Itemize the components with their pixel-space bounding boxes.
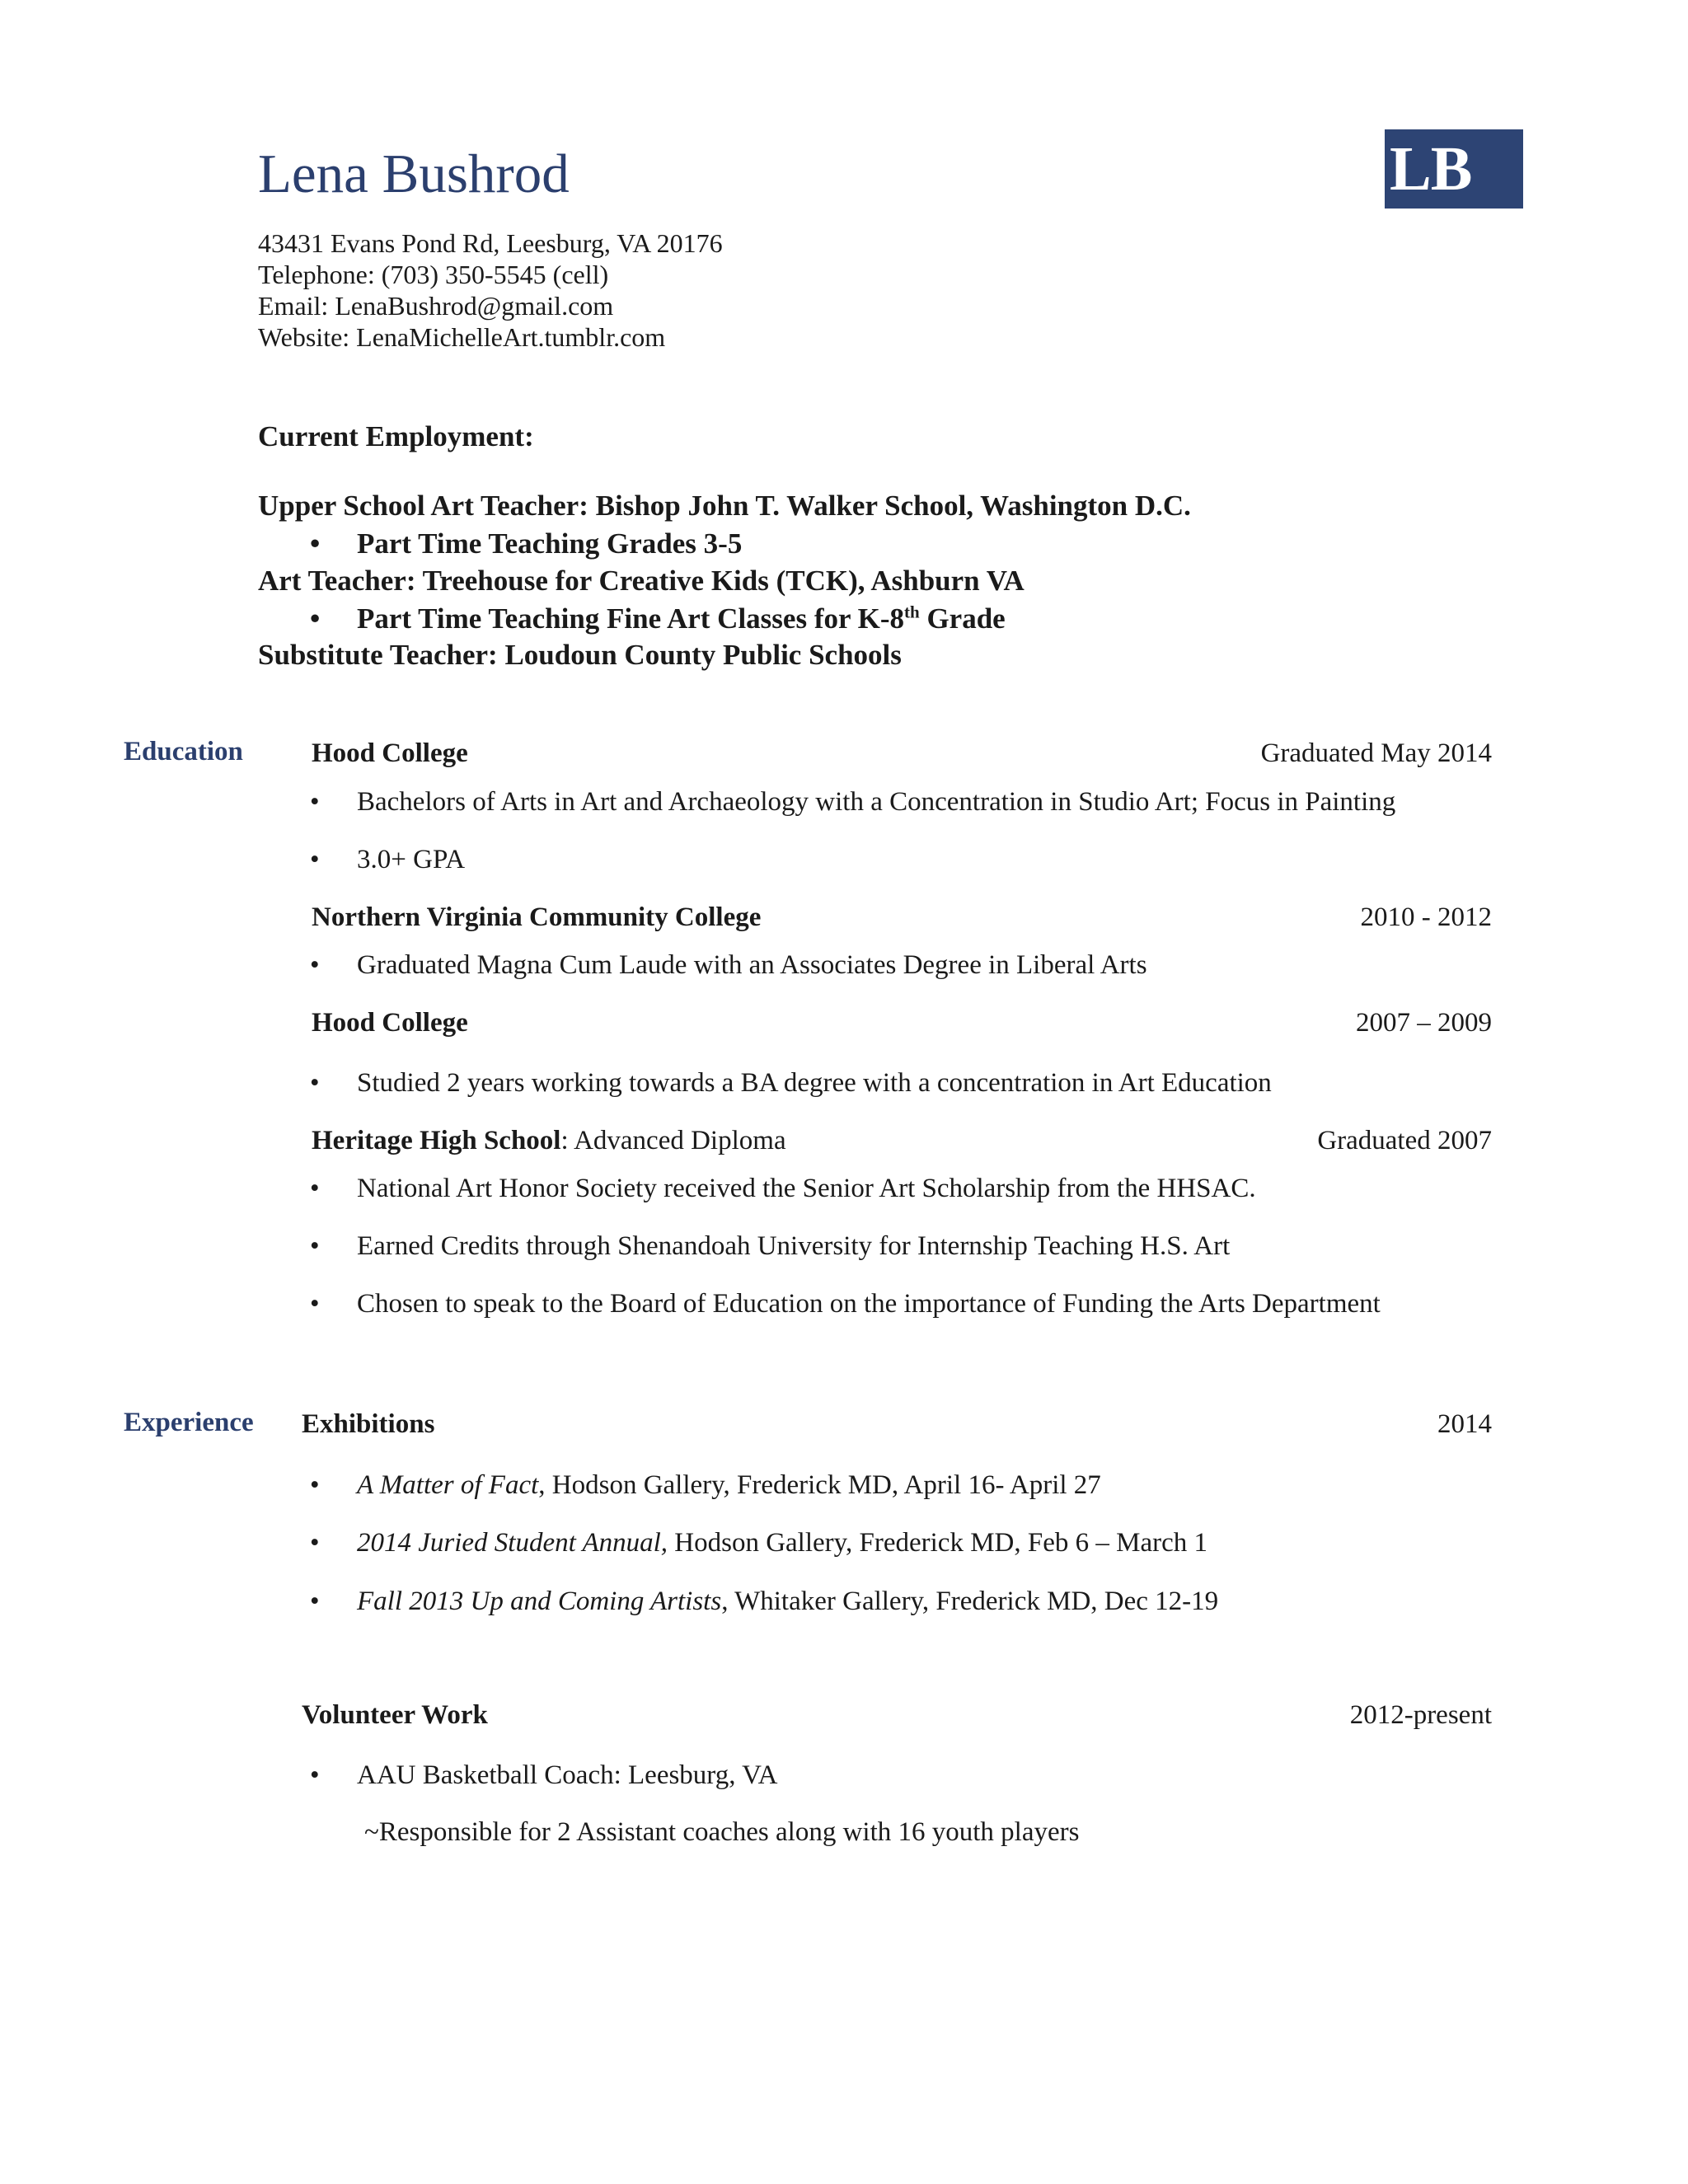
bullet-icon: • bbox=[310, 527, 321, 560]
employment-heading: Current Employment: bbox=[258, 420, 534, 452]
experience-label: Experience bbox=[124, 1408, 254, 1437]
bullet-icon: • bbox=[310, 602, 321, 635]
contact-block bbox=[258, 227, 723, 353]
job-1: Upper School Art Teacher: Bishop John T. Walker School, Washington D.C. bbox=[258, 490, 1191, 522]
bullet-icon: • bbox=[310, 1470, 320, 1500]
bullet-icon: • bbox=[310, 1289, 320, 1319]
job-1-detail: Part Time Teaching Grades 3-5 bbox=[357, 527, 743, 560]
education-item: Graduated Magna Cum Laude with an Associates Degree in Liberal Arts bbox=[357, 950, 1147, 980]
exhibitions-heading: Exhibitions bbox=[302, 1409, 435, 1439]
job-3: Substitute Teacher: Loudoun County Public Schools bbox=[258, 639, 902, 671]
bullet-icon: • bbox=[310, 1068, 320, 1098]
exhibitions-date: 2014 bbox=[1437, 1409, 1492, 1439]
education-date-1: Graduated May 2014 bbox=[1260, 738, 1492, 768]
education-item: Chosen to speak to the Board of Education on the importance of Funding the Arts Department bbox=[357, 1289, 1381, 1319]
bullet-icon: • bbox=[310, 950, 320, 980]
education-date-3: 2007 – 2009 bbox=[1356, 1008, 1492, 1038]
volunteer-item: AAU Basketball Coach: Leesburg, VA bbox=[357, 1760, 778, 1790]
job-2: Art Teacher: Treehouse for Creative Kids (TCK), Ashburn VA bbox=[258, 565, 1025, 597]
exhibition-item: 2014 Juried Student Annual, Hodson Gallery, Frederick MD, Feb 6 – March 1 bbox=[357, 1528, 1208, 1558]
telephone: Telephone: (703) 350-5545 (cell) bbox=[258, 260, 609, 289]
bullet-icon: • bbox=[310, 1528, 320, 1558]
exhibition-item: A Matter of Fact, Hodson Gallery, Frederick MD, April 16- April 27 bbox=[357, 1470, 1101, 1500]
education-school-1: Hood College bbox=[312, 738, 468, 768]
volunteer-detail: ~Responsible for 2 Assistant coaches along with 16 youth players bbox=[364, 1817, 1080, 1847]
education-item: Bachelors of Arts in Art and Archaeology with a Concentration in Studio Art; Focus in Painting bbox=[357, 787, 1396, 817]
bullet-icon: • bbox=[310, 845, 320, 874]
monogram-logo: LB bbox=[1385, 129, 1523, 209]
education-school-4: Heritage High School: Advanced Diploma bbox=[312, 1126, 786, 1155]
education-label: Education bbox=[124, 737, 243, 766]
bullet-icon: • bbox=[310, 787, 320, 817]
education-item: Earned Credits through Shenandoah University for Internship Teaching H.S. Art bbox=[357, 1231, 1231, 1261]
education-item: National Art Honor Society received the Senior Art Scholarship from the HHSAC. bbox=[357, 1174, 1256, 1203]
applicant-name: Lena Bushrod bbox=[258, 143, 570, 204]
education-date-2: 2010 - 2012 bbox=[1360, 902, 1492, 932]
volunteer-date: 2012-present bbox=[1349, 1700, 1492, 1730]
education-school-3: Hood College bbox=[312, 1008, 468, 1038]
bullet-icon: • bbox=[310, 1174, 320, 1203]
education-school-2: Northern Virginia Community College bbox=[312, 902, 762, 932]
email: Email: LenaBushrod@gmail.com bbox=[258, 291, 614, 321]
education-item: Studied 2 years working towards a BA degree with a concentration in Art Education bbox=[357, 1068, 1272, 1098]
education-item: 3.0+ GPA bbox=[357, 845, 466, 874]
exhibition-item: Fall 2013 Up and Coming Artists, Whitaker Gallery, Frederick MD, Dec 12-19 bbox=[357, 1586, 1219, 1616]
bullet-icon: • bbox=[310, 1586, 320, 1616]
website: Website: LenaMichelleArt.tumblr.com bbox=[258, 322, 666, 352]
address: 43431 Evans Pond Rd, Leesburg, VA 20176 bbox=[258, 228, 723, 258]
volunteer-heading: Volunteer Work bbox=[302, 1700, 488, 1730]
education-date-4: Graduated 2007 bbox=[1317, 1126, 1492, 1155]
job-2-detail: Part Time Teaching Fine Art Classes for K-8th Grade bbox=[357, 602, 1006, 635]
bullet-icon: • bbox=[310, 1231, 320, 1261]
bullet-icon: • bbox=[310, 1760, 320, 1790]
